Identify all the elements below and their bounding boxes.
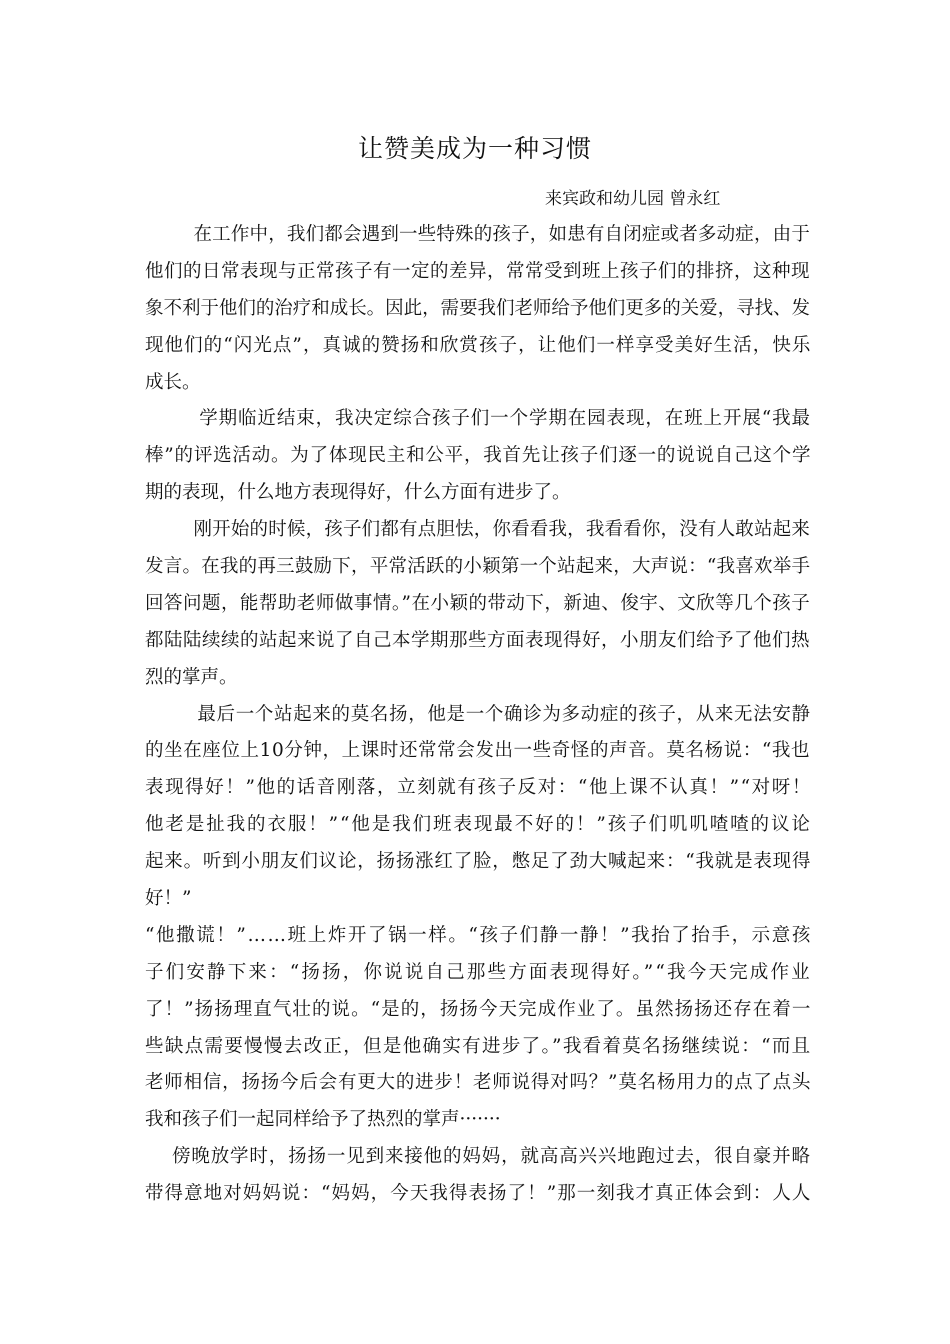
text-line: 回答问题，能帮助老师做事情。”在小颖的带动下，新迪、俊宇、文欣等几个孩子 xyxy=(145,592,811,614)
text-line: 些缺点需要慢慢去改正，但是他确实有进步了。”我看着莫名扬继续说：“而且 xyxy=(145,1035,812,1057)
text-line: 带得意地对妈妈说：“妈妈，今天我得表扬了！”那一刻我才真正体会到：人人 xyxy=(145,1183,812,1205)
text-line: 老师相信，扬扬今后会有更大的进步！老师说得对吗？”莫名杨用力的点了点头 xyxy=(145,1072,812,1094)
author-line: 来宾政和幼儿园 曾永红 xyxy=(545,189,721,209)
document-title: 让赞美成为一种习惯 xyxy=(357,134,592,163)
text-line: 学期临近结束，我决定综合孩子们一个学期在园表现，在班上开展“我最 xyxy=(145,408,811,430)
text-line: 烈的掌声。 xyxy=(145,666,238,688)
text-line: 傍晚放学时，扬扬一见到来接他的妈妈，就高高兴兴地跑过去，很自豪并略 xyxy=(145,1146,811,1168)
text-line: 的坐在座位上10分钟，上课时还常常会发出一些奇怪的声音。莫名杨说：“我也 xyxy=(145,740,811,762)
text-line: 好！” xyxy=(145,888,192,910)
text-line: 他们的日常表现与正常孩子有一定的差异，常常受到班上孩子们的排挤，这种现 xyxy=(145,260,811,282)
text-line: 我和孩子们一起同样给予了热烈的掌声······· xyxy=(145,1109,501,1131)
text-line: 表现得好！”他的话音刚落，立刻就有孩子反对：“他上课不认真！”“对呀！ xyxy=(145,777,812,799)
text-line: 在工作中，我们都会遇到一些特殊的孩子，如患有自闭症或者多动症，由于 xyxy=(145,224,810,245)
document-body xyxy=(145,217,810,1213)
text-line: 现他们的“闪光点”，真诚的赞扬和欣赏孩子，让他们一样享受美好生活，快乐 xyxy=(145,334,812,356)
text-line: 都陆陆续续的站起来说了自己本学期那些方面表现得好，小朋友们给予了他们热 xyxy=(145,629,811,651)
text-line: 期的表现，什么地方表现得好，什么方面有进步了。 xyxy=(145,482,571,504)
text-line: 他老是扯我的衣服！”“他是我们班表现最不好的！”孩子们叽叽喳喳的议论 xyxy=(145,814,812,836)
text-line: 成长。 xyxy=(145,371,201,393)
text-line: 最后一个站起来的莫名扬，他是一个确诊为多动症的孩子，从来无法安静 xyxy=(145,703,811,725)
text-line: 起来。听到小朋友们议论，扬扬涨红了脸，憋足了劲大喊起来：“我就是表现得 xyxy=(145,851,812,873)
text-line: “他撒谎！”……班上炸开了锅一样。“孩子们静一静！”我抬了抬手，示意孩 xyxy=(145,924,812,946)
text-line: 棒”的评选活动。为了体现民主和公平，我首先让孩子们逐一的说说自己这个学 xyxy=(145,445,812,467)
text-line: 了！”扬扬理直气壮的说。“是的，扬扬今天完成作业了。虽然扬扬还存在着一 xyxy=(145,998,812,1020)
text-line: 子们安静下来：“扬扬，你说说自己那些方面表现得好。”“我今天完成作业 xyxy=(145,961,812,983)
text-line: 象不利于他们的治疗和成长。因此，需要我们老师给予他们更多的关爱，寻找、发 xyxy=(145,297,810,319)
text-line: 发言。在我的再三鼓励下，平常活跃的小颖第一个站起来，大声说：“我喜欢举手 xyxy=(145,556,811,578)
text-line: 刚开始的时候，孩子们都有点胆怯，你看看我，我看看你，没有人敢站起来 xyxy=(145,519,810,541)
